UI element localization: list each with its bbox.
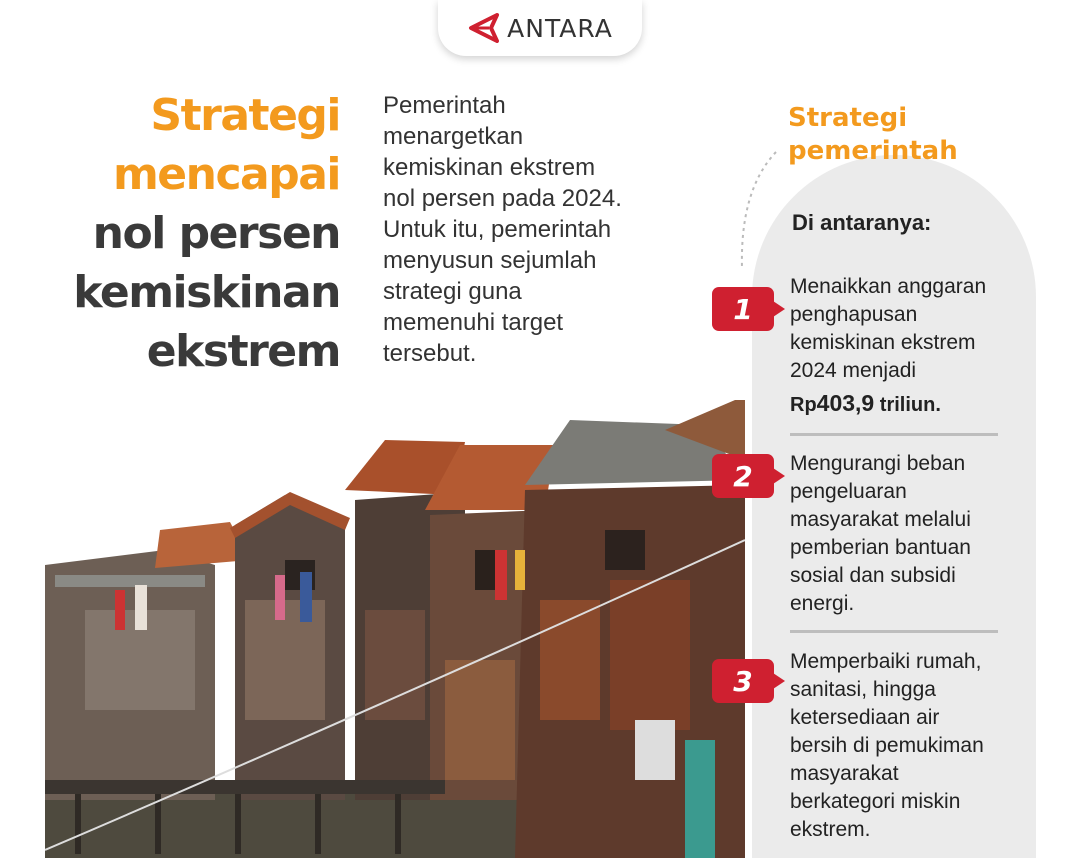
item-line: 2024 menjadi <box>790 359 917 382</box>
amount-prefix: Rp <box>790 394 817 416</box>
item-line: bersih di pemukiman <box>790 734 984 757</box>
headline-line: mencapai <box>112 149 340 200</box>
item-line: energi. <box>790 592 855 615</box>
item-line: ketersediaan air <box>790 706 940 729</box>
intro-line: Pemerintah <box>383 92 506 119</box>
intro-line: Untuk itu, pemerintah <box>383 216 612 243</box>
antara-logo <box>438 0 642 56</box>
headline <box>30 86 340 381</box>
number-badge-1: 1 <box>712 287 774 331</box>
number-badge-3: 3 <box>712 659 774 703</box>
item-line: kemiskinan ekstrem <box>790 331 976 354</box>
slum-houses-photo <box>45 400 745 858</box>
strategy-item-3 <box>790 648 1030 844</box>
item-divider <box>790 630 998 633</box>
sidebar-subtitle: Di antaranya: <box>792 210 932 235</box>
intro-line: menyusun sejumlah <box>383 247 597 274</box>
intro-line: memenuhi target <box>383 309 564 336</box>
item-line: Mengurangi beban <box>790 452 966 475</box>
headline-line: kemiskinan <box>73 267 340 318</box>
item-line: pemberian bantuan <box>790 536 971 559</box>
headline-line: ekstrem <box>146 326 340 377</box>
item-line: ekstrem. <box>790 818 871 841</box>
item-line: penghapusan <box>790 303 918 326</box>
item-line: masyarakat melalui <box>790 508 971 531</box>
item-line: sanitasi, hingga <box>790 678 936 701</box>
intro-line: menargetkan <box>383 123 524 150</box>
headline-line: nol persen <box>92 208 340 259</box>
strategy-item-1 <box>790 273 1030 419</box>
antara-logo-text: ANTARA <box>507 13 613 43</box>
item-line: masyarakat <box>790 762 899 785</box>
amount-suffix: triliun. <box>874 394 941 416</box>
intro-line: strategi guna <box>383 278 522 305</box>
number-badge-2: 2 <box>712 454 774 498</box>
item-line: berkategori miskin <box>790 790 961 813</box>
intro-line: kemiskinan ekstrem <box>383 154 596 181</box>
dotted-curve <box>738 150 778 270</box>
item-line: Menaikkan anggaran <box>790 275 987 298</box>
item-divider <box>790 433 998 436</box>
item-line: sosial dan subsidi <box>790 564 956 587</box>
item-line: pengeluaran <box>790 480 907 503</box>
intro-line: tersebut. <box>383 340 477 367</box>
item-line: Memperbaiki rumah, <box>790 650 982 673</box>
sidebar-title <box>788 102 958 168</box>
sidebar-title-line: pemerintah <box>788 136 958 166</box>
antara-logo-icon <box>467 13 501 43</box>
budget-amount <box>790 389 1030 419</box>
amount-value: 403,9 <box>816 390 875 416</box>
intro-line: nol persen pada 2024. <box>383 185 622 212</box>
strategy-item-2 <box>790 450 1030 618</box>
sidebar-title-line: Strategi <box>788 103 908 133</box>
headline-line: Strategi <box>150 90 340 141</box>
intro-paragraph <box>383 90 683 369</box>
